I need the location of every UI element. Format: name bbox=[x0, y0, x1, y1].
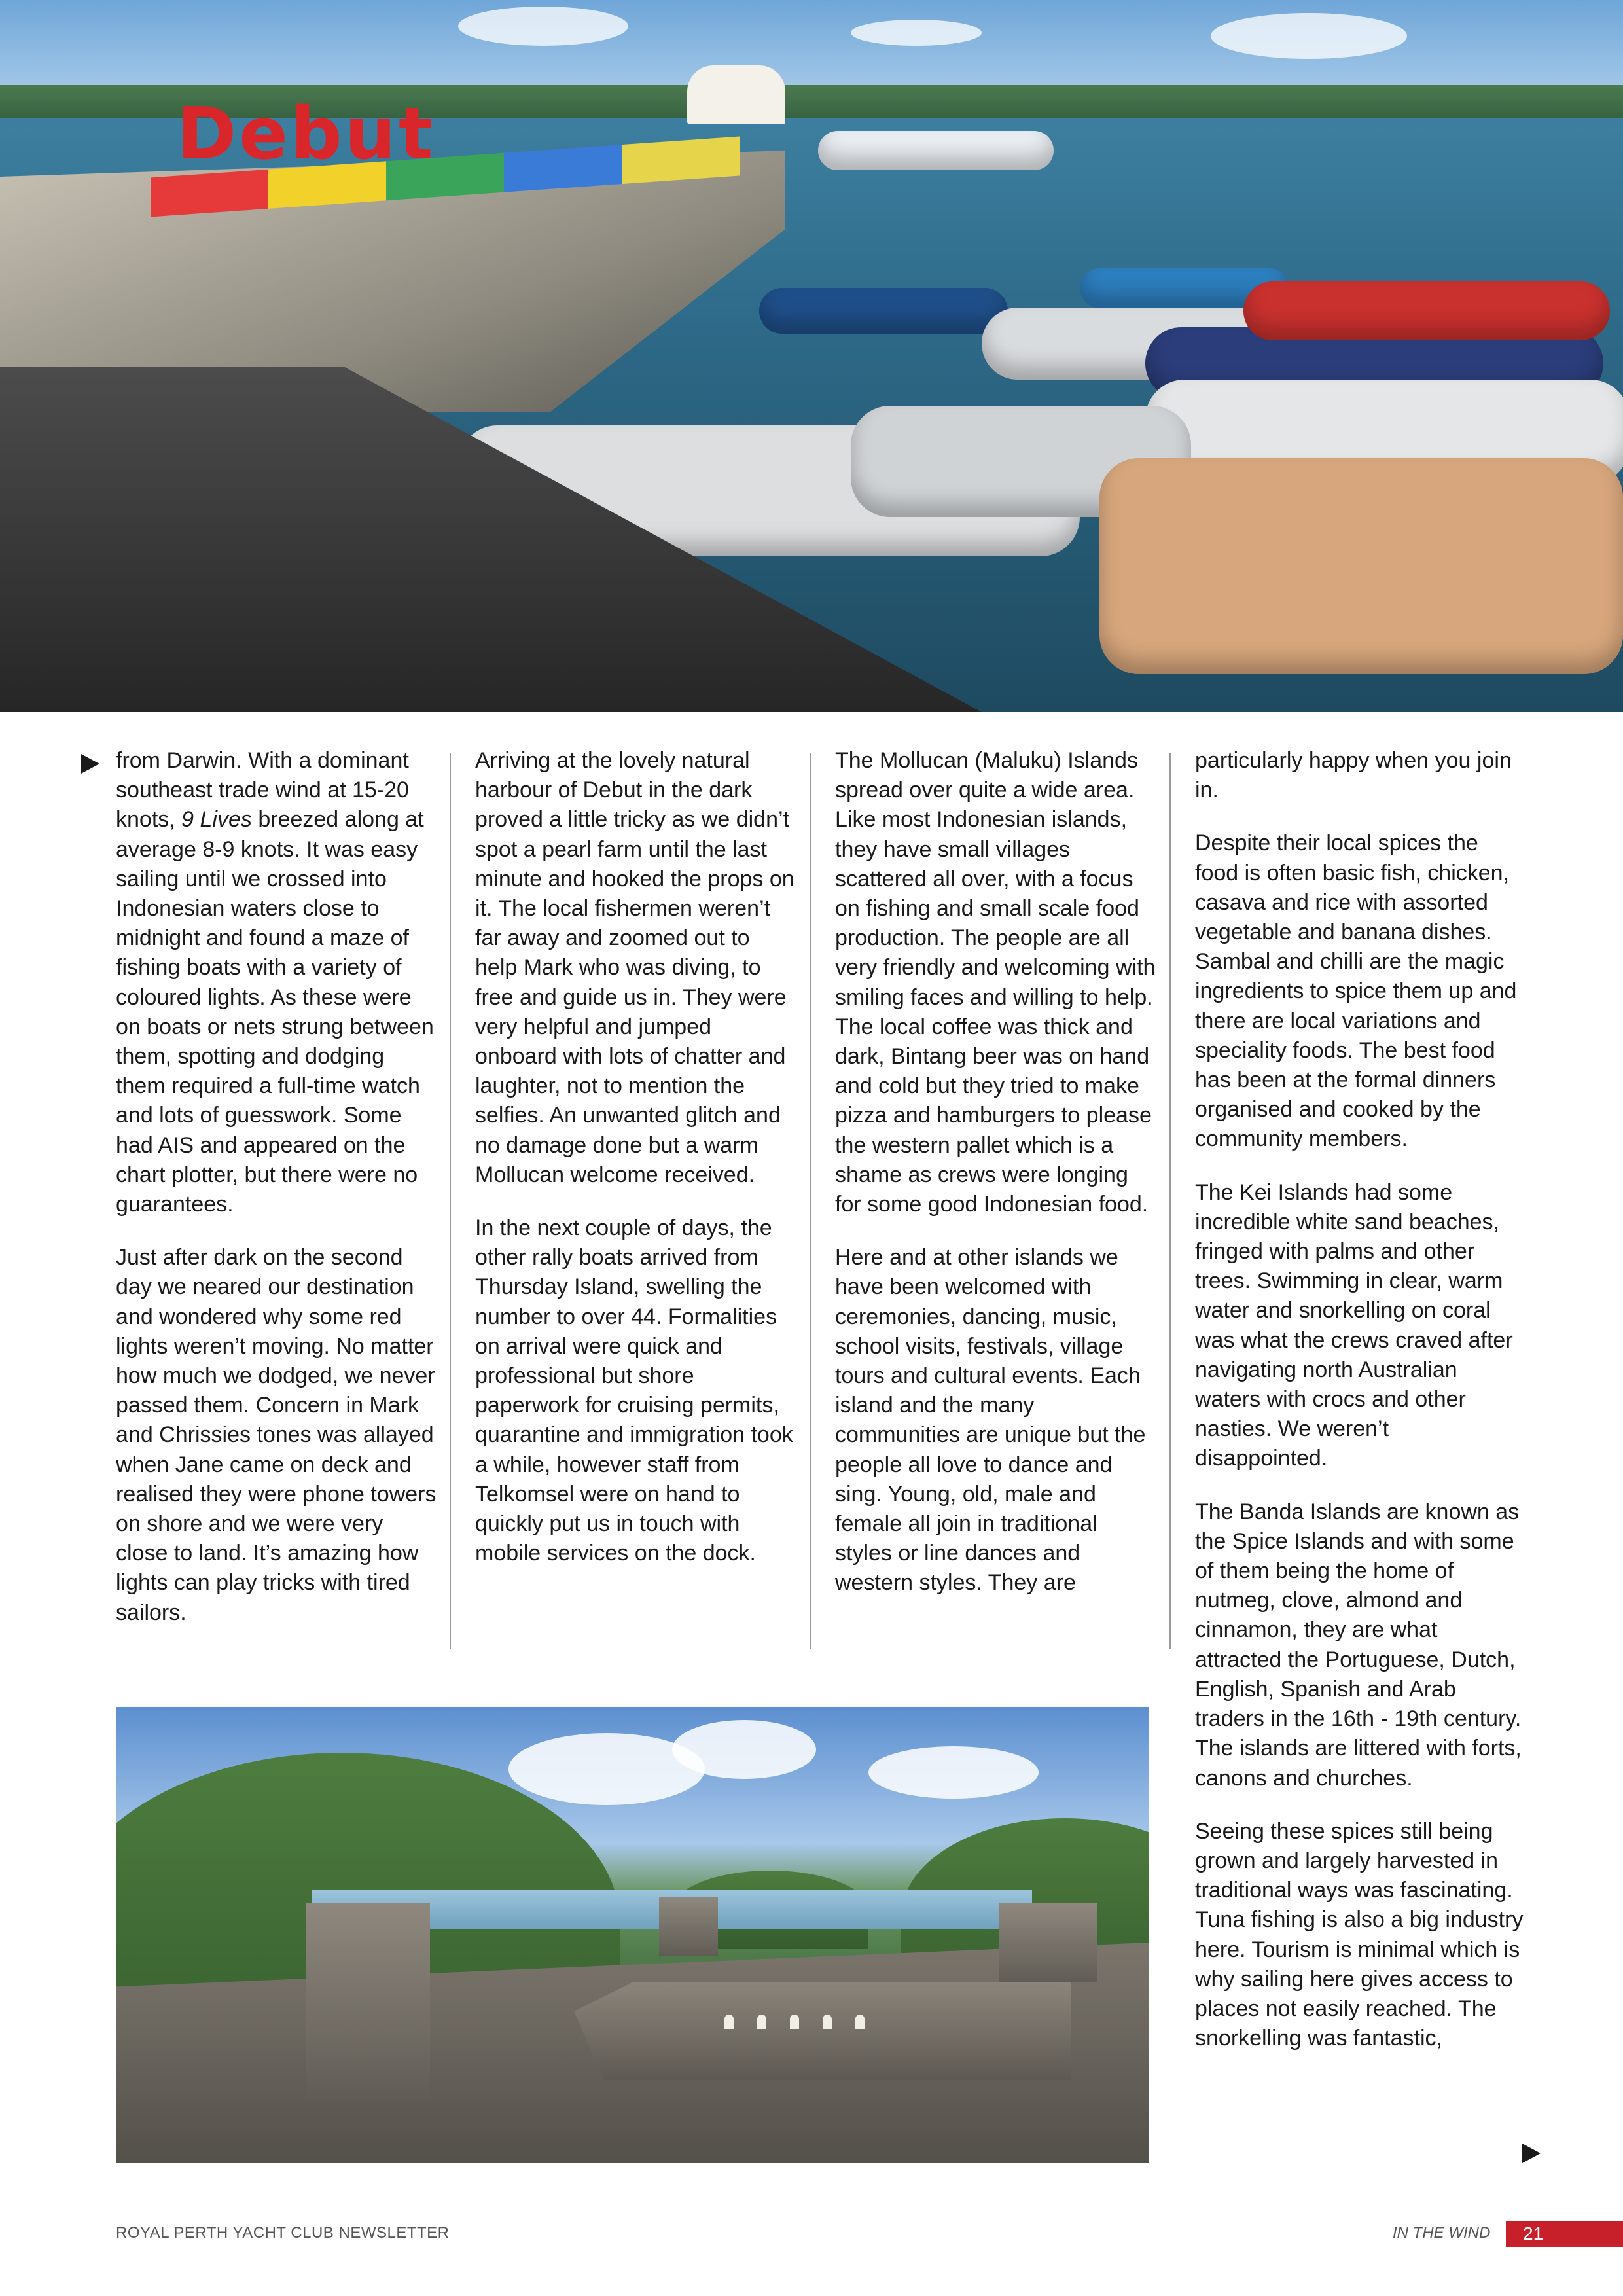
paragraph: The Kei Islands had some incredible white sand beaches, fringed with palms and other trees. Swimming in clear, warm water and snorkelling on coral was what the crews craved after navigating north Australian waters with crocs and other nasties. We weren’t disappointed. bbox=[1195, 1179, 1513, 1471]
paragraph: Arriving at the lovely natural harbour of Debut in the dark proved a little tricky as we didn’t spot a pearl farm until the last minute and hooked the props on it. The local fishermen weren’t far away and zoomed out to help Mark who was diving, to free and guide us in. They were very helpful and jumped onboard with lots of chatter and laughter, not to mention the selfies. An unwanted glitch and no damage done but a warm Mollucan welcome received. bbox=[475, 748, 794, 1187]
continued-from-arrow-icon bbox=[81, 754, 99, 774]
article-column-1 bbox=[116, 746, 437, 1628]
paragraph: from Darwin. With a dominant southeast trade wind at 15-20 knots, 9 Lives breezed along at average 8-9 knots. It was easy sailing until we crossed into Indonesian waters close to midnight and found a maze of fishing boats with a variety of coloured lights. As these were on boats or nets strung between them, spotting and dodging them required a full-time watch and lots of guesswork. Some had AIS and appeared on the chart plotter, but there were no guarantees. bbox=[116, 748, 434, 1217]
paragraph: The Banda Islands are known as the Spice Islands and with some of them being the home of nutmeg, clove, almond and cinnamon, they are what attracted the Portuguese, Dutch, English, Spanish and Arab traders in the 16th - 19th century. The islands are littered with forts, canons and churches. bbox=[1195, 1499, 1522, 1791]
paragraph: The Mollucan (Maluku) Islands spread over quite a wide area. Like most Indonesian islands, they have small villages scattered all over, with a focus on fishing and small scale food production. The people are all very friendly and welcoming with smiling faces and willing to help. The local coffee was thick and dark, Bintang beer was on hand and cold but they tried to make pizza and hamburgers to please the western pallet which is a shame as crews were longing for some good Indonesian food. bbox=[835, 748, 1156, 1217]
paragraph: In the next couple of days, the other rally boats arrived from Thursday Island, swelling the number to over 44. Formalities on arrival were quick and professional but shore paperwork for cruising permits, quarantine and immigration took a while, however staff from Telkomsel were on hand to quickly put us in touch with mobile services on the dock. bbox=[475, 1215, 793, 1566]
page-number: 21 bbox=[1523, 2223, 1544, 2244]
paragraph: Here and at other islands we have been welcomed with ceremonies, dancing, music, school visits, festivals, village tours and cultural events. Each island and the many communities are unique but the people all love to dance and sing. Young, old, male and female all join in traditional styles or line dances and western styles. They are bbox=[835, 1245, 1146, 1596]
column-divider bbox=[810, 753, 811, 1649]
article-column-3 bbox=[835, 746, 1156, 1598]
fort-photo-banda-islands bbox=[116, 1707, 1149, 2163]
column-divider bbox=[1169, 753, 1171, 1649]
page-number-badge bbox=[1506, 2221, 1623, 2247]
hero-photo-debut-harbour bbox=[0, 0, 1623, 712]
column-divider bbox=[450, 753, 451, 1649]
article-column-4 bbox=[1195, 746, 1525, 2053]
paragraph: Despite their local spices the food is often basic fish, chicken, casava and rice with assorted vegetable and banana dishes. Sambal and chilli are the magic ingredients to spice them up and there are local variations and speciality foods. The best food has been at the formal dinners organised and cooked by the community members. bbox=[1195, 831, 1517, 1152]
section-name: IN THE WIND bbox=[1393, 2224, 1491, 2242]
paragraph: Just after dark on the second day we neared our destination and wondered why some red lights weren’t moving. No matter how much we dodged, we never passed them. Concern in Mark and Chrissies tones was allayed when Jane came on deck and realised they were phone towers on shore and we were very close to land. It’s amazing how lights can play tricks with tired sailors. bbox=[116, 1245, 437, 1625]
paragraph: particularly happy when you join in. bbox=[1195, 748, 1512, 803]
article-column-2 bbox=[475, 746, 796, 1568]
newsletter-name: ROYAL PERTH YACHT CLUB NEWSLETTER bbox=[116, 2224, 450, 2242]
debut-sign: Debut bbox=[177, 92, 436, 175]
mosque-shape bbox=[687, 65, 785, 124]
continued-arrow-icon bbox=[1522, 2144, 1541, 2163]
paragraph: Seeing these spices still being grown and largely harvested in traditional ways was fascinating. Tuna fishing is also a big industry here. Tourism is minimal which is why sailing here gives access to places not easily reached. The snorkelling was fantastic, bbox=[1195, 1818, 1524, 2051]
